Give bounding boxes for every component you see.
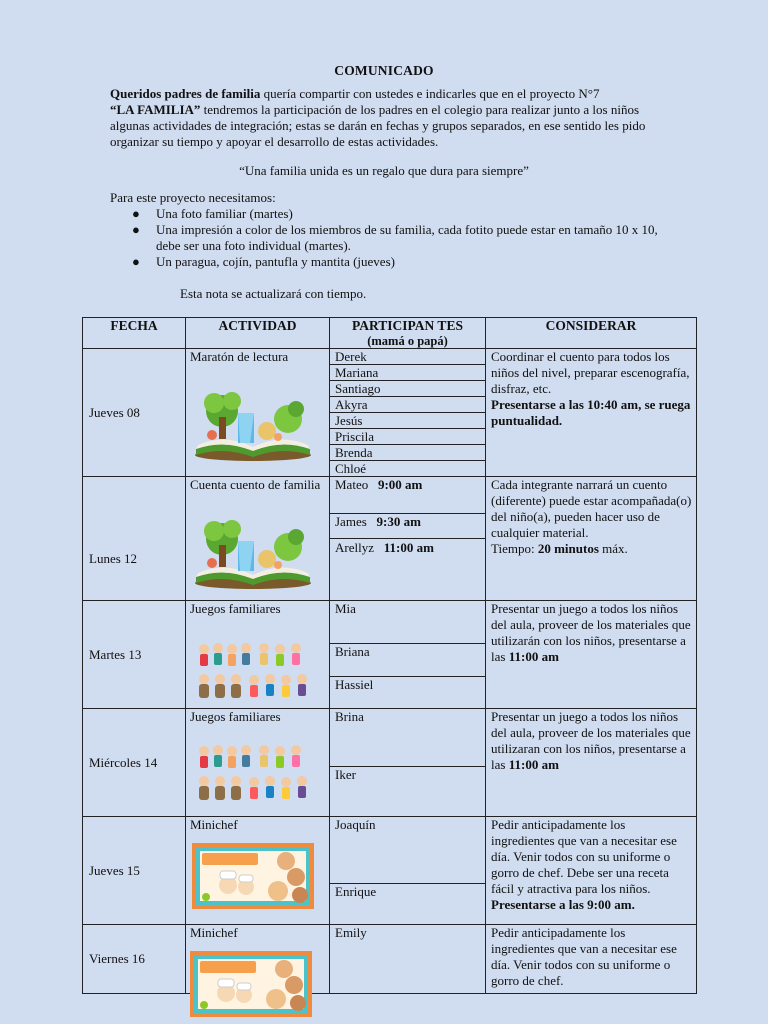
needs-list	[110, 206, 670, 270]
table-row	[83, 477, 697, 601]
consider-text: Presentar un juego a todos los niños del aula, proveer de los materiales que utilizaran con los niños, presentarse a las	[491, 709, 691, 772]
participant-name: Emily	[335, 925, 367, 940]
consider-text: Cada integrante narrará un cuento (diferente) puede estar acompañada(o) del niño(a), pueden hacer uso de cualquier material.	[491, 477, 692, 540]
participant-name: Briana	[330, 644, 485, 677]
intro-text-2: tendremos la participación de los padres en el colegio para realizar junto a los niños algunas actividades de integración; estas se darán en fechas y grupos separados, en ese sentido les pido organizar su tiempo y apoyar el desarrollo de estas actividades.	[110, 102, 646, 149]
page-title: COMUNICADO	[334, 63, 434, 78]
activity-label: Juegos familiares	[190, 601, 281, 616]
participant-name: Akyra	[330, 397, 485, 413]
participant-entry	[330, 514, 485, 539]
row-activity	[186, 477, 330, 601]
row-date: Lunes 12	[83, 477, 186, 601]
participant-name: James	[335, 514, 367, 529]
update-note: Esta nota se actualizará con tiempo.	[180, 286, 367, 301]
participant-name: Iker	[335, 767, 356, 782]
bullet-icon: ●	[132, 222, 140, 237]
consider-text: Pedir anticipadamente los ingredientes que van a necesitar ese día. Venir todos con su uniforme o gorro de chef. Debe ser una receta fácil y atractiva para los niños.	[491, 817, 677, 896]
participant-time: 9:30 am	[376, 514, 421, 529]
table-row	[83, 601, 697, 709]
activity-label: Minichef	[190, 925, 238, 940]
minichef-banner	[192, 843, 314, 909]
greeting: Queridos padres de familia	[110, 86, 261, 101]
needs-item-text: Un paragua, cojín, pantufla y mantita (jueves)	[156, 254, 395, 269]
participant-name: Mariana	[330, 365, 485, 381]
row-date: Viernes 16	[83, 925, 186, 994]
header-participants-label: PARTICIPAN TES	[352, 318, 463, 333]
row-activity	[186, 925, 330, 994]
schedule-table	[82, 317, 697, 994]
participant-name: Brenda	[330, 445, 485, 461]
needs-item-text: Una impresión a color de los miembros de su familia, cada fotito puede estar en tamaño 10 x 10, debe ser una foto individual (martes).	[156, 222, 658, 253]
row-consider	[486, 925, 697, 994]
participant-name: Chloé	[335, 461, 367, 476]
participant-entry	[330, 539, 485, 601]
consider-tail-suffix: máx.	[598, 541, 628, 556]
row-date: Jueves 08	[83, 349, 186, 477]
participant-name: Mia	[330, 601, 485, 644]
participant-time: 9:00 am	[377, 477, 423, 492]
consider-bold: 11:00 am	[508, 757, 559, 772]
header-participants-sub: (mamá o papá)	[367, 334, 448, 348]
row-activity	[186, 349, 330, 477]
row-activity	[186, 817, 330, 925]
consider-bold: Presentarse a las 10:40 am, se ruega puntualidad.	[491, 397, 691, 428]
needs-label: Para este proyecto necesitamos:	[110, 190, 276, 205]
consider-bold: Presentarse a las 9:00 am.	[491, 897, 635, 912]
header-activity: ACTIVIDAD	[186, 318, 330, 349]
storybook-illustration	[192, 389, 314, 464]
list-item	[110, 254, 670, 270]
row-consider	[486, 349, 697, 477]
activity-label: Cuenta cuento de familia	[190, 477, 321, 492]
participant-name: Joaquín	[330, 817, 485, 884]
children-playing-illustration	[194, 639, 312, 703]
table-row	[83, 925, 697, 994]
participant-name: Hassiel	[335, 677, 374, 692]
participant-name: Enrique	[335, 884, 377, 899]
participant-name: Brina	[330, 709, 485, 767]
header-date: FECHA	[83, 318, 186, 349]
row-date: Jueves 15	[83, 817, 186, 925]
row-consider	[486, 477, 697, 601]
project-name: “LA FAMILIA”	[110, 102, 201, 117]
intro-text-1: quería compartir con ustedes e indicarles que en el proyecto N°7	[260, 86, 600, 101]
list-item	[110, 206, 670, 222]
table-header-row	[83, 318, 697, 349]
participant-name: Jesús	[330, 413, 485, 429]
storybook-illustration	[192, 517, 314, 592]
row-participants	[330, 817, 486, 925]
bullet-icon: ●	[132, 254, 140, 269]
participant-entry	[330, 477, 485, 514]
consider-tail-label: Tiempo:	[491, 541, 538, 556]
participant-name: Arellyz	[335, 540, 374, 555]
row-participants	[330, 349, 486, 477]
header-consider: CONSIDERAR	[486, 318, 697, 349]
row-consider	[486, 709, 697, 817]
row-activity	[186, 709, 330, 817]
row-consider	[486, 601, 697, 709]
consider-bold: 11:00 am	[508, 649, 559, 664]
table-row	[83, 709, 697, 817]
consider-text: Coordinar el cuento para todos los niños del nivel, preparar escenografía, disfraz, etc.	[491, 349, 690, 396]
minichef-banner	[190, 951, 312, 1017]
consider-text: Pedir anticipadamente los ingredientes que van a necesitar ese día. Venir todos con su uniforme o gorro de chef.	[491, 925, 677, 988]
table-row	[83, 349, 697, 477]
activity-label: Maratón de lectura	[190, 349, 289, 364]
participant-name: Santiago	[330, 381, 485, 397]
row-participants	[330, 925, 486, 994]
row-participants	[330, 601, 486, 709]
row-participants	[330, 709, 486, 817]
row-participants	[330, 477, 486, 601]
family-quote: “Una familia unida es un regalo que dura para siempre”	[239, 163, 529, 178]
bullet-icon: ●	[132, 206, 140, 221]
activity-label: Juegos familiares	[190, 709, 281, 724]
participant-name: Derek	[330, 349, 485, 365]
table-row	[83, 817, 697, 925]
needs-item-text: Una foto familiar (martes)	[156, 206, 293, 221]
row-date: Martes 13	[83, 601, 186, 709]
activity-label: Minichef	[190, 817, 238, 832]
row-consider	[486, 817, 697, 925]
row-activity	[186, 601, 330, 709]
list-item	[110, 222, 670, 254]
consider-bold: 20 minutos	[537, 541, 599, 556]
children-playing-illustration	[194, 735, 312, 811]
intro-paragraph	[110, 86, 658, 150]
consider-text: Presentar un juego a todos los niños del aula, proveer de los materiales que utilizarán con los niños, presentarse a las	[491, 601, 691, 664]
participant-time: 11:00 am	[383, 540, 434, 555]
participant-name: Mateo	[335, 477, 369, 492]
header-participants	[330, 318, 486, 349]
participant-name: Priscila	[330, 429, 485, 445]
row-date: Miércoles 14	[83, 709, 186, 817]
